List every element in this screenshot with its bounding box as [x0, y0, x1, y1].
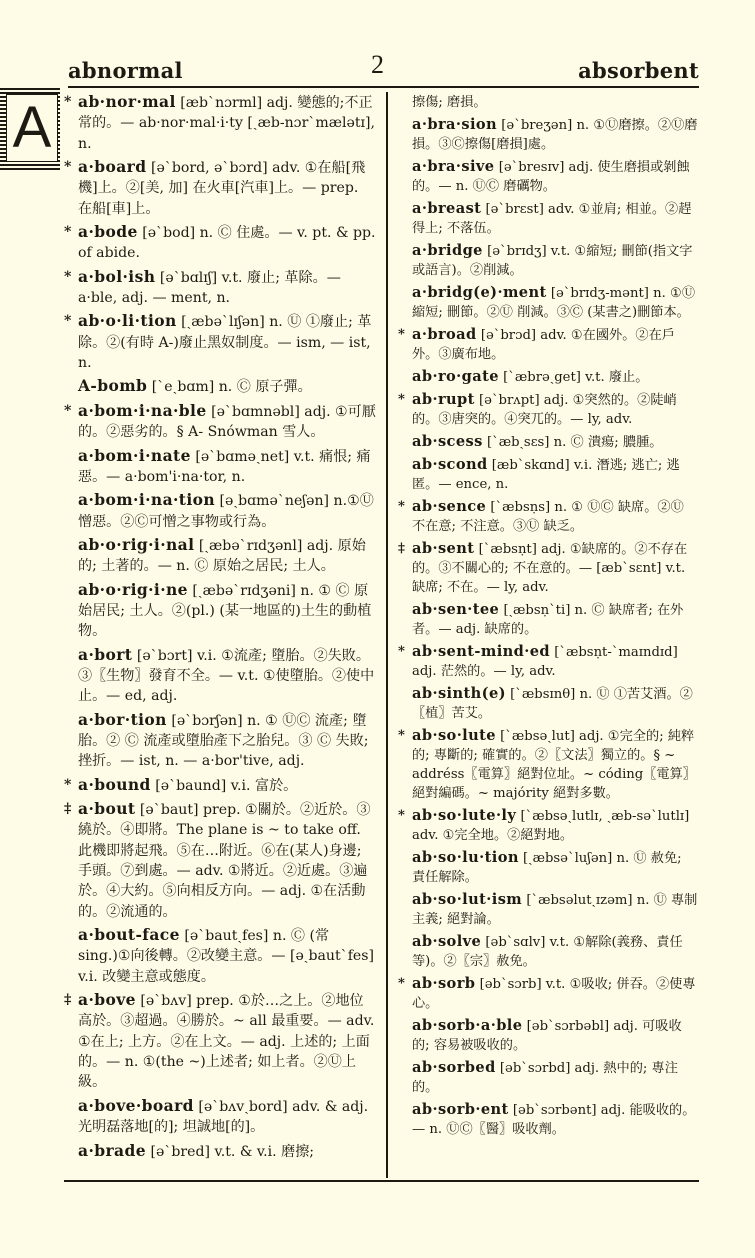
- entry-headword: ab·scond: [412, 456, 488, 473]
- entry-headword: a·board: [78, 157, 147, 177]
- entry-definition: [ə`bred] v.t. & v.i. 磨擦;: [146, 1143, 315, 1160]
- entry-headword: ab·ro·gate: [412, 368, 499, 385]
- entry-definition: [ˏæbə`rɪdʒənl] adj. 原始的; 土著的。— n. Ⓒ 原始之居民; 土人。: [78, 537, 366, 575]
- entry-definition: [ə`bɑlɪʃ] v.t. 廢止; 革除。— a·ble, adj. — ment, n.: [78, 269, 341, 307]
- entry-definition: [ə`baut] prep. ①關於。②近於。③繞於。④即將。The plane is ~ to take off. 此機即將起飛。⑤在…附近。⑥在(某人)身邊; 手頭。⑦到處。— adv. ①將近。②近處。③遍於。④大約。⑤向相反方向。— adj. ①在活動的。②流通的。: [78, 802, 371, 920]
- dictionary-entry: [398, 283, 698, 322]
- entry-headword: a·bom·i·na·tion: [78, 490, 216, 510]
- entry-headword: a·bol·ish: [78, 266, 156, 286]
- entry-definition: [ə`bod] n. Ⓒ 住處。— v. pt. & pp. of abide.: [78, 225, 376, 262]
- page-number: 2: [371, 50, 384, 79]
- entry-headword: ab·sent-mind·ed: [412, 643, 551, 660]
- dictionary-entry: [64, 92, 376, 154]
- entry-definition: [ˏæbsṇ`ti] n. Ⓒ 缺席者; 在外者。— adj. 缺席的。: [412, 603, 684, 637]
- dictionary-entry: [398, 325, 698, 364]
- dictionary-entry: [64, 799, 376, 922]
- guide-word-right: absorbent: [578, 58, 699, 83]
- dictionary-entry: [398, 241, 698, 280]
- entry-definition: [ə`bord, ə`bɔrd] adv. ①在船[飛機]上。②[美, 加] 在火車[汽車]上。— prep. 在船[車]上。: [78, 160, 366, 217]
- entry-headword: a·brade: [78, 1140, 146, 1160]
- entry-definition: [`æbsəlutˏɪzəm] n. Ⓤ 專制主義; 絕對論。: [412, 893, 698, 927]
- dictionary-entry: [398, 890, 698, 929]
- tab-letter: A: [6, 94, 58, 162]
- entry-headword: ab·so·lut·ism: [412, 891, 523, 908]
- entry-definition: [`æbrəˏget] v.t. 廢止。: [498, 370, 649, 385]
- dictionary-entry: [64, 267, 376, 309]
- entry-definition: [əˏbɑmə`neʃən] n.①Ⓤ 憎惡。②Ⓒ可憎之事物或行為。: [78, 493, 374, 530]
- entry-definition: [ə`brɪdʒ] v.t. ①縮短; 刪節(指文字或語言)。②削減。: [412, 244, 693, 278]
- entry-headword: ab·solve: [412, 933, 482, 950]
- entry-headword: a·bove: [78, 990, 136, 1010]
- entry-frequency-mark: *: [64, 402, 72, 419]
- dictionary-entry: [398, 806, 698, 845]
- entry-frequency-mark: *: [64, 224, 72, 241]
- entry-definition: [ə`bɑməˏnet] v.t. 痛恨; 痛惡。— a·bom'i·na·tor, n.: [78, 448, 371, 485]
- dictionary-entry: [398, 1100, 698, 1139]
- entry-headword: ab·sent: [412, 540, 475, 557]
- dictionary-entry: [398, 455, 698, 494]
- entry-definition: [əb`sɔrb] v.t. ①吸收; 併吞。②使專心。: [412, 977, 696, 1011]
- entry-definition: [əb`sɔrbənt] adj. 能吸收的。— n. ⓊⒸ〖醫〗吸收劑。: [412, 1103, 696, 1137]
- dictionary-entry: [64, 580, 376, 642]
- entry-definition: [ə`bɑmnəbl] adj. ①可厭的。②惡劣的。§ A- Snówman 雪人。: [78, 403, 376, 441]
- dictionary-entry: [64, 710, 376, 772]
- dictionary-entry: [64, 446, 376, 488]
- entry-frequency-mark: *: [398, 327, 405, 342]
- entry-headword: a·bra·sive: [412, 158, 495, 175]
- dictionary-entry: [398, 390, 698, 429]
- entry-definition: [æb`skɑnd] v.i. 潛逃; 逃亡; 逃匿。— ence, n.: [412, 458, 680, 492]
- entry-headword: a·bode: [78, 222, 138, 242]
- dictionary-entry: [398, 974, 698, 1013]
- entry-frequency-mark: *: [398, 728, 405, 743]
- entry-headword: a·bound: [78, 774, 151, 794]
- dictionary-entry: [398, 600, 698, 639]
- dictionary-entry: [64, 311, 376, 373]
- entry-headword: ab·so·lute·ly: [412, 807, 517, 824]
- dictionary-entry: [398, 848, 698, 887]
- dictionary-entry: [398, 1058, 698, 1097]
- entry-headword: a·bor·tion: [78, 709, 167, 729]
- entry-definition: 擦傷; 磨損。: [412, 95, 487, 110]
- entry-definition: [ə`bɔrt] v.i. ①流產; 墮胎。②失敗。③〖生物〗發育不全。— v.t. ①使墮胎。②使中止。— ed, adj.: [78, 647, 375, 705]
- entry-definition: [`æbsəˏlut] adj. ①完全的; 純粹的; 專斷的; 確實的。②〖文法〗獨立的。§ ~ addréss〖電算〗絕對位址。~ códing〖電算〗絕對編碼。~ majórity 絕對多數。: [412, 729, 696, 801]
- left-column: [64, 92, 376, 1165]
- entry-headword: ab·o·li·tion: [78, 311, 177, 331]
- dictionary-entry: [64, 490, 376, 532]
- entry-definition: [ə`bresɪv] adj. 使生磨損或剝蝕的。— n. ⓊⒸ 磨礪物。: [412, 160, 690, 194]
- dictionary-entry: [64, 1096, 376, 1138]
- dictionary-entry: [64, 775, 376, 796]
- dictionary-entry: [398, 92, 698, 112]
- dictionary-entry: [398, 642, 698, 681]
- entry-headword: ab·nor·mal: [78, 92, 176, 111]
- dictionary-entry: [64, 157, 376, 219]
- dictionary-entry: [64, 535, 376, 577]
- entry-definition: [`eˏbɑm] n. Ⓒ 原子彈。: [147, 379, 312, 396]
- entry-headword: ab·sen·tee: [412, 601, 500, 618]
- dictionary-entry: [64, 401, 376, 443]
- entry-frequency-mark: *: [398, 808, 405, 823]
- entry-definition: [ə`bʌv] prep. ①於…之上。②地位高於。③超過。④勝於。~ all 最重要。— adv. ①在上; 上方。②在上文。— adj. 上述的; 上面的。— n. ①(the ~)上述者; 如上者。②Ⓤ上級。: [78, 993, 375, 1091]
- entry-definition: [əb`sɑlv] v.t. ①解除(義務、責任等)。②〖宗〗赦免。: [412, 935, 683, 969]
- header-rule: [68, 86, 699, 88]
- entry-headword: a·bort: [78, 644, 133, 664]
- entry-definition: [ə`bautˏfes] n. Ⓒ (常 sing.)①向後轉。②改變主意。— [əˏbaut`fes] v.i. 改變主意或態度。: [78, 928, 374, 985]
- entry-headword: a·breast: [412, 200, 482, 217]
- entry-frequency-mark: *: [64, 94, 72, 110]
- entry-definition: [`æbsṇt] adj. ①缺席的。②不存在的。③不關心的; 不在意的。— [æb`sɛnt] v.t.缺席; 不在。— ly, adv.: [412, 542, 688, 595]
- entry-frequency-mark: *: [64, 159, 72, 176]
- entry-headword: a·bout: [78, 799, 136, 818]
- entry-headword: a·bridg(e)·ment: [412, 284, 547, 301]
- entry-definition: [`æbsṇs] n. ① ⓊⒸ 缺席。②Ⓤ 不在意; 不注意。③Ⓤ 缺乏。: [412, 500, 684, 534]
- entry-headword: ab·rupt: [412, 391, 475, 408]
- entry-definition: [ə`brʌpt] adj. ①突然的。②陡峭的。③唐突的。④突兀的。— ly, adv.: [412, 393, 677, 427]
- entry-definition: [ə`brɔd] adv. ①在國外。②在戶外。③廣布地。: [412, 328, 675, 362]
- entry-frequency-mark: *: [398, 976, 405, 991]
- entry-headword: a·bra·sion: [412, 116, 498, 133]
- entry-frequency-mark: *: [64, 313, 72, 330]
- column-divider: [386, 92, 388, 1178]
- entry-headword: ab·so·lu·tion: [412, 849, 519, 866]
- entry-definition: [`æbˏsɛs] n. Ⓒ 潰瘍; 膿腫。: [482, 435, 663, 450]
- dictionary-entry: [398, 539, 698, 597]
- entry-definition: [`æbsəˏlutlɪ, ˏæb-sə`lutlɪ] adv. ①完全地。②絕對地。: [412, 809, 690, 843]
- entry-frequency-mark: *: [64, 268, 72, 285]
- entry-headword: a·broad: [412, 326, 477, 343]
- dictionary-entry: [64, 1141, 376, 1162]
- entry-definition: [`æbsṇt-`maɪndɪd] adj. 茫然的。— ly, adv.: [412, 645, 678, 679]
- entry-frequency-mark: *: [398, 644, 405, 659]
- entry-headword: ab·o·rig·i·ne: [78, 579, 188, 599]
- entry-headword: ab·o·rig·i·nal: [78, 534, 195, 554]
- entry-definition: [ə`bɔrʃən] n. ① ⓊⒸ 流產; 墮胎。② Ⓒ 流產或墮胎產下之胎兒。③ Ⓒ 失敗; 挫折。— ist, n. — a·bor'tive, adj.: [78, 712, 369, 770]
- entry-headword: a·bridge: [412, 242, 483, 259]
- entry-frequency-mark: ‡: [398, 541, 405, 556]
- entry-frequency-mark: ‡: [64, 801, 72, 817]
- entry-definition: [əb`sɔrbəbl] adj. 可吸收的; 容易被吸收的。: [412, 1019, 682, 1053]
- right-column: [398, 92, 698, 1142]
- dictionary-entry: [398, 199, 698, 238]
- entry-frequency-mark: *: [64, 776, 72, 793]
- entry-headword: ab·sence: [412, 498, 487, 515]
- dictionary-entry: [64, 990, 376, 1093]
- entry-headword: ab·sinth(e): [412, 685, 506, 702]
- guide-word-left: abnormal: [68, 58, 183, 83]
- dictionary-entry: [64, 925, 376, 987]
- dictionary-entry: [398, 497, 698, 536]
- entry-definition: [ə`breʒən] n. ①Ⓤ磨擦。②Ⓤ磨損。③Ⓒ擦傷[磨損]處。: [412, 118, 698, 152]
- entry-headword: a·bom·i·na·ble: [78, 400, 207, 420]
- entry-frequency-mark: *: [398, 392, 405, 407]
- entry-frequency-mark: ‡: [64, 992, 72, 1009]
- entry-headword: ab·sorb·ent: [412, 1101, 509, 1118]
- entry-definition: [æb`nɔrml] adj. 變態的;不正常的。— ab·nor·mal·i·ty [ˏæb-nɔr`mælətɪ], n.: [78, 95, 375, 152]
- entry-definition: [ə`brɛst] adv. ①並肩; 相並。②趕得上; 不落伍。: [412, 202, 692, 236]
- entry-definition: [əb`sɔrbd] adj. 熱中的; 專注的。: [412, 1061, 678, 1095]
- entry-headword: a·bout-face: [78, 925, 180, 945]
- entry-definition: [ˏæbsə`luʃən] n. Ⓤ 赦免; 責任解除。: [412, 851, 682, 885]
- entry-definition: [ə`baund] v.i. 富於。: [150, 777, 298, 794]
- entry-definition: [ˏæbə`rɪdʒəni] n. ① Ⓒ 原始居民; 土人。②(pl.) (某一地區的)土生的動植物。: [78, 582, 372, 640]
- entry-headword: ab·so·lute: [412, 727, 496, 744]
- entry-headword: ab·sorb·a·ble: [412, 1017, 523, 1034]
- entry-headword: ab·sorb: [412, 975, 476, 992]
- letter-thumb-tab: [0, 88, 60, 170]
- dictionary-entry: [398, 684, 698, 723]
- dictionary-entry: [398, 432, 698, 452]
- entry-headword: ab·sorbed: [412, 1059, 496, 1076]
- entry-headword: a·bove·board: [78, 1095, 194, 1115]
- dictionary-entry: [398, 115, 698, 154]
- entry-definition: [ˏæbə`lɪʃən] n. Ⓤ ①廢止; 革除。②(有時 A-)廢止黑奴制度。— ism, — ist, n.: [78, 314, 372, 372]
- dictionary-entry: [64, 645, 376, 707]
- entry-definition: [`æbsɪnθ] n. Ⓤ ①苦艾酒。②〖植〗苦艾。: [412, 687, 693, 721]
- dictionary-entry: [398, 932, 698, 971]
- footer-rule: [64, 1180, 699, 1182]
- entry-frequency-mark: *: [398, 499, 405, 514]
- entry-headword: ab·scess: [412, 433, 483, 450]
- entry-definition: [ə`bʌvˏbord] adv. & adj. 光明磊落地[的]; 坦誠地[的]。: [78, 1098, 369, 1136]
- entry-headword: a·bom·i·nate: [78, 445, 191, 465]
- dictionary-entry: [64, 376, 376, 397]
- dictionary-entry: [398, 157, 698, 196]
- dictionary-entry: [398, 726, 698, 803]
- dictionary-entry: [398, 367, 698, 387]
- dictionary-entry: [64, 222, 376, 264]
- dictionary-entry: [398, 1016, 698, 1055]
- entry-headword: A-bomb: [78, 376, 148, 396]
- entry-definition: [ə`brɪdʒ-mənt] n. ①Ⓤ 縮短; 刪節。②Ⓤ 削減。③Ⓒ (某書之)刪節本。: [412, 286, 696, 320]
